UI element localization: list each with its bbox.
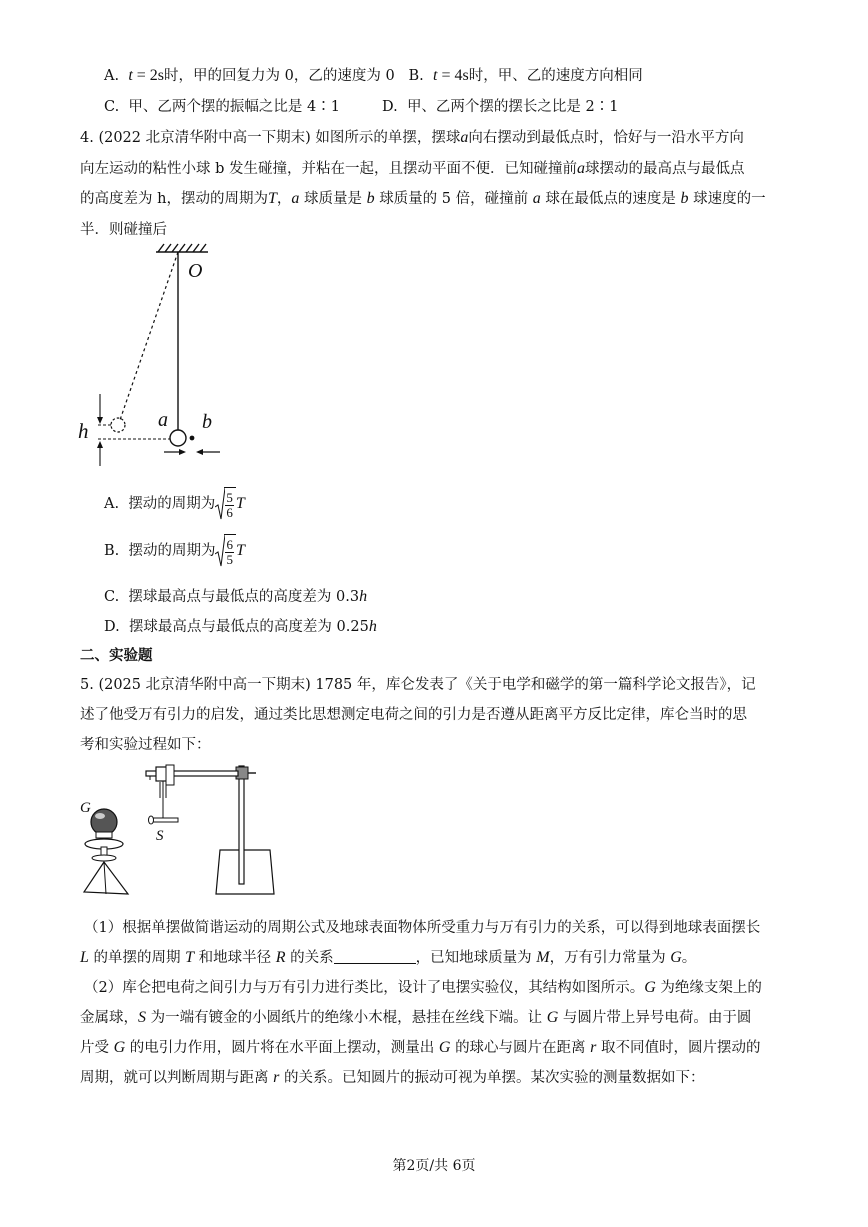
q5-line-2: 述了他受万有引力的启发，通过类比思想测定电荷之间的引力是否遵从距离平方反比定律，库仑当时的思 xyxy=(80,707,747,723)
q3-option-d: D. 甲、乙两个摆的摆长之比是 2∶1 xyxy=(382,99,619,115)
q3-option-a: A. t = 2s时，甲的回复力为 0，乙的速度为 0 B. t = 4s时，甲、乙的速度方向相同 xyxy=(104,67,643,84)
q5-part2-line-2: 金属球，S 为一端有镀金的小圆纸片的绝缘小木棍，悬挂在丝线下端。让 G 与圆片带上异号电荷。由于圆 xyxy=(80,1009,752,1026)
q5-line-3: 考和实验过程如下： xyxy=(80,737,211,753)
ceiling-hatch xyxy=(156,244,208,252)
q5-part2-line-3: 片受 G 的电引力作用，圆片将在水平面上摆动，测量出 G 的球心与圆片在距离 r 取不同值时，圆片摆动的 xyxy=(80,1039,761,1056)
answer-blank[interactable] xyxy=(334,949,416,964)
q4-line-1: 4. (2022 北京清华附中高一下期末) 如图所示的单摆，摆球a向右摆动到最低点时，恰好与一沿水平方向 xyxy=(80,129,744,146)
label-o: O xyxy=(188,260,203,282)
q4-option-a: A. 摆动的周期为 $\frac{5}{6}$ T xyxy=(104,487,245,521)
apparatus-figure xyxy=(74,752,284,902)
ball-a-dashed xyxy=(111,418,125,432)
q4-line-2: 向左运动的粘性小球 b 发生碰撞，并粘在一起，且摆动平面不便．已知碰撞前a球摆动的最高点与最低点 xyxy=(80,160,745,177)
stand-pole xyxy=(239,766,244,884)
pendulum-string-dashed xyxy=(120,252,178,420)
q3-option-b: B. t = 4s时，甲、乙的速度方向相同 xyxy=(408,67,643,84)
q5-line-1: 5. (2025 北京清华附中高一下期末) 1785 年，库仑发表了《关于电学和磁学的第一篇科学论文报告》，记 xyxy=(80,677,756,693)
label-a: a xyxy=(158,409,168,431)
q4-option-c: C. 摆球最高点与最低点的高度差为 0.3h xyxy=(104,588,368,605)
q4-option-b: B. 摆动的周期为 $\frac{6}{5}$ T xyxy=(104,534,245,568)
ball-a xyxy=(170,430,186,446)
q5-part2-line-1: （2）库仑把电荷之间引力与万有引力进行类比，设计了电摆实验仪，其结构如图所示。G 为绝缘支架上的 xyxy=(84,979,762,996)
ball-b xyxy=(190,436,195,441)
sqrt-5-6: $\frac{5}{6}$ xyxy=(215,487,236,521)
label-b: b xyxy=(202,411,212,433)
label-g: G xyxy=(80,800,91,816)
sqrt-6-5: $\frac{6}{5}$ xyxy=(215,534,236,568)
label-s: S xyxy=(156,828,164,844)
section-title: 二、实验题 xyxy=(80,647,153,664)
q3-option-c: C. 甲、乙两个摆的振幅之比是 4∶1 xyxy=(104,99,340,115)
label-h: h xyxy=(78,419,89,443)
q4-option-d: D. 摆球最高点与最低点的高度差为 0.25h xyxy=(104,618,377,635)
q5-part1-line-2: L 的单摆的周期 T 和地球半径 R 的关系 ，已知地球质量为 M，万有引力常量为 G。 xyxy=(80,949,697,966)
page-footer: 第2页/共 6页 xyxy=(392,1158,476,1174)
q5-part1-line-1: （1）根据单摆做简谐运动的周期公式及地球表面物体所受重力与万有引力的关系，可以得到地球表面摆长 xyxy=(84,920,761,936)
q4-line-3: 的高度差为 h，摆动的周期为T，a 球质量是 b 球质量的 5 倍，碰撞前 a 球在最低点的速度是 b 球速度的一 xyxy=(80,190,766,207)
q4-line-4: 半．则碰撞后 xyxy=(80,222,167,238)
stand-base xyxy=(216,850,274,894)
g-ball xyxy=(91,809,117,835)
pendulum-figure xyxy=(74,240,254,470)
s-stick xyxy=(150,818,178,822)
q5-part2-line-4: 周期，就可以判断周期与距离 r 的关系。已知圆片的振动可视为单摆。某次实验的测量数据如下： xyxy=(80,1069,705,1086)
